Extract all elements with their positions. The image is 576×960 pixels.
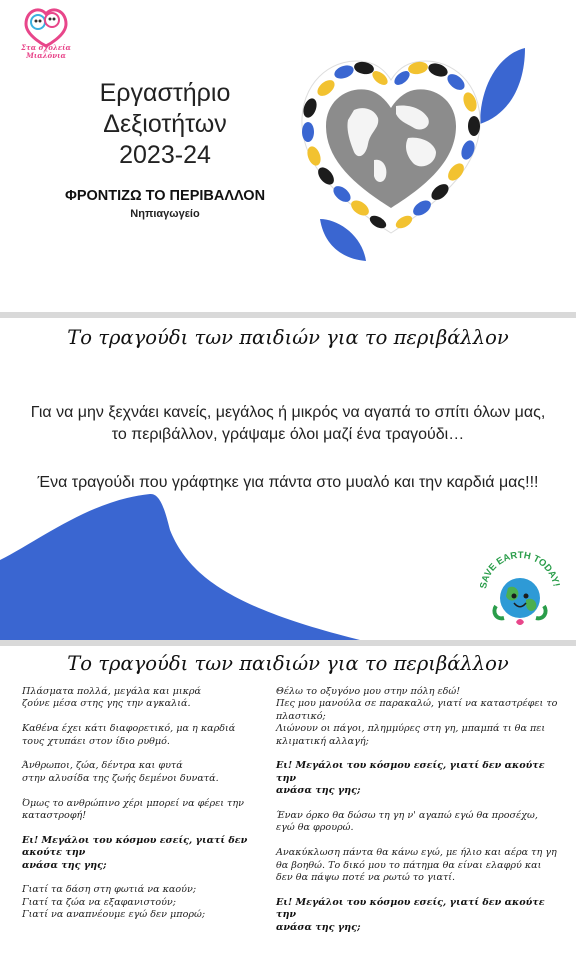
lyrics-stanza: Γιατί τα δάση στη φωτιά να καούν; Γιατί τα ζώα να εξαφανιστούν; Γιατί να αναπνέουμε εγώ δεν μπορώ;	[22, 884, 206, 921]
save-earth-badge	[472, 540, 568, 636]
lyrics-stanza: Πλάσματα πολλά, μεγάλα και μικρά ζούνε μέσα στης γης την αγκαλιά.	[22, 686, 202, 710]
lyrics-chorus: Ει! Μεγάλοι του κόσμου εσείς, γιατί δεν ακούτε την ανάσα της γης;	[276, 896, 545, 933]
lyrics-stanza: Άνθρωποι, ζώα, δέντρα και φυτά στην αλυσίδα της ζωής δεμένοι δυνατά.	[22, 760, 219, 784]
lyrics-chorus: Ει! Μεγάλοι του κόσμου εσείς, γιατί δεν ακούτε την ανάσα της γης;	[276, 760, 545, 797]
title-line-3: 2023-24	[119, 141, 211, 169]
lyrics-stanza: Θέλω το οξυγόνο μου στην πόλη εδώ! Πες μου μανούλα σε παρακαλώ, γιατί να καταστρέφει το πλαστικό; Λιώνουν οι πάγοι, πλημμύρες στη γη, μπαμπά τι θα πει κλιματική αλλαγή;	[276, 686, 558, 747]
slide-title: Το τραγούδι των παιδιών για το περιβάλλον	[67, 326, 509, 349]
badge-text: SAVE EARTH TODAY!	[478, 549, 562, 590]
lyrics-right-column	[276, 686, 566, 946]
lyrics-stanza: Καθένα έχει κάτι διαφορετικό, μα η καρδιά τους χτυπάει στον ίδιο ρυθμό.	[22, 723, 236, 747]
lyrics-stanza: Ανακύκλωση πάντα θα κάνω εγώ, με ήλιο και αέρα τη γη θα βοηθώ. Το δικό μου το πάτημα θα είναι ελαφρύ και δεν θα πάψω ποτέ να ρωτώ το γιατί.	[276, 847, 557, 884]
school-level: Νηπιαγωγείο	[130, 208, 200, 220]
lyrics-chorus: Ει! Μεγάλοι του κόσμου εσείς, γιατί δεν ακούτε την ανάσα της γης;	[22, 834, 248, 871]
lyrics-left-column	[22, 686, 272, 934]
workshop-title	[70, 78, 260, 171]
heart-globe-illustration	[296, 48, 486, 243]
intro-paragraph: Για να μην ξεχνάει κανείς, μεγάλος ή μικρός να αγαπά το σπίτι όλων μας, το περιβάλλον, γράψαμε όλοι μαζί ένα τραγούδι…	[30, 404, 546, 443]
watermark-url: www.ecoschools.g	[14, 929, 157, 946]
lyrics-stanza: Έναν όρκο θα δώσω τη γη ν' αγαπώ εγώ θα προσέχω, εγώ θα φρουρώ.	[276, 810, 538, 834]
lyrics-stanza: Όμως το ανθρώπινο χέρι μπορεί να φέρει την καταστροφή!	[22, 797, 244, 822]
slide-lyrics	[0, 646, 576, 960]
blue-wave-shape	[0, 490, 360, 640]
project-subtitle: ΦΡΟΝΤΙΖΩ ΤΟ ΠΕΡΙΒΑΛΛΟΝ	[64, 188, 266, 204]
song-paragraph: Ένα τραγούδι που γράφτηκε για πάντα στο μυαλό και την καρδιά μας!!!	[37, 474, 539, 491]
slide-cover	[0, 0, 576, 312]
title-line-2: Δεξιοτήτων	[103, 110, 227, 138]
slide-title: Το τραγούδι των παιδιών για το περιβάλλον	[67, 652, 509, 675]
slide-intro	[0, 318, 576, 640]
logo-text: Στα σχολεία Μιαλόνια	[21, 43, 71, 60]
title-line-1: Εργαστήριο	[99, 79, 231, 107]
